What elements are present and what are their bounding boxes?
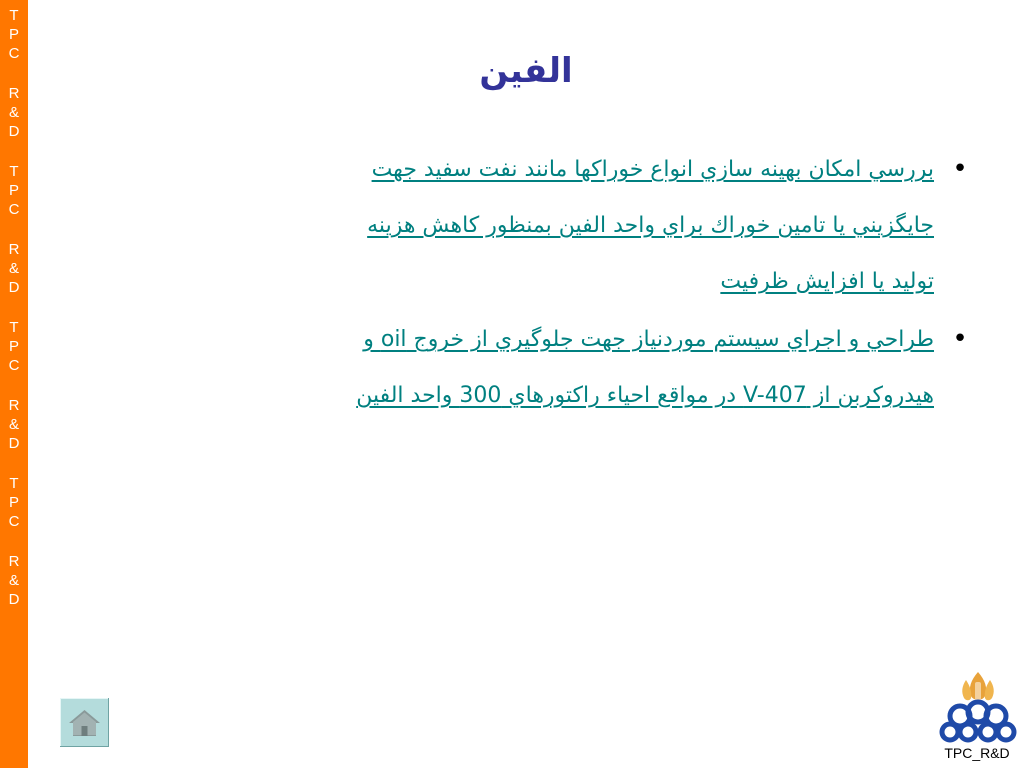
side-bar-letter: C: [8, 357, 20, 374]
home-button[interactable]: [60, 698, 109, 747]
home-icon: [66, 704, 103, 741]
side-bar-letter: R: [8, 241, 20, 258]
bullet-link[interactable]: [367, 157, 934, 294]
side-bar-letter: C: [8, 201, 20, 218]
side-bar-letter: &: [8, 104, 19, 121]
bullet-dot: •: [952, 324, 968, 354]
bullet-line: جايگزيني يا تامين خوراك براي واحد الفين بمنظور كاهش هزينه: [367, 213, 934, 238]
logo-caption: TPC_R&D: [944, 745, 1010, 761]
bullet-line: طراحي و اجراي سيستم موردنياز جهت جلوگيري از خروج oil و: [363, 327, 934, 352]
side-bar-letter: R: [8, 397, 20, 414]
side-bar-letter: T: [9, 7, 19, 24]
bullet-line: هيدروكربن از V-407 در مواقع احياء راكتورهاي 300 واحد الفين: [356, 383, 934, 408]
side-bar-letter: C: [8, 45, 20, 62]
side-bar-letter: P: [8, 26, 19, 43]
side-bar-letter: D: [8, 591, 20, 608]
side-bar-letter: D: [8, 435, 20, 452]
bullet-link[interactable]: [356, 327, 934, 408]
bullet-list: [96, 142, 968, 426]
side-bar-letter: C: [8, 513, 20, 530]
tpc-logo-icon: [938, 670, 1018, 744]
side-bar-letters: [0, 6, 28, 609]
bullet-line: توليد يا افزايش ظرفيت: [720, 269, 934, 294]
side-bar-letter: &: [8, 260, 19, 277]
side-bar-letter: R: [8, 553, 20, 570]
side-bar-letter: D: [8, 279, 20, 296]
side-bar-letter: T: [9, 163, 19, 180]
side-bar-letter: &: [8, 572, 19, 589]
side-bar-letter: &: [8, 416, 19, 433]
bullet-dot: •: [952, 154, 968, 184]
side-bar-letter: P: [8, 494, 19, 511]
bullet-item: [96, 312, 968, 424]
slide-title: الفين: [479, 51, 573, 91]
side-bar-letter: T: [9, 475, 19, 492]
side-bar-letter: P: [8, 182, 19, 199]
bullet-item: [96, 142, 968, 310]
side-bar-letter: D: [8, 123, 20, 140]
bullet-line: بررسي امكان بهينه سازي انواع خوراكها مانند نفت سفيد جهت: [371, 157, 934, 182]
side-bar-letter: R: [8, 85, 20, 102]
side-bar-letter: P: [8, 338, 19, 355]
tpc-logo: [930, 668, 1024, 768]
side-bar: [0, 0, 28, 768]
side-bar-letter: T: [9, 319, 19, 336]
